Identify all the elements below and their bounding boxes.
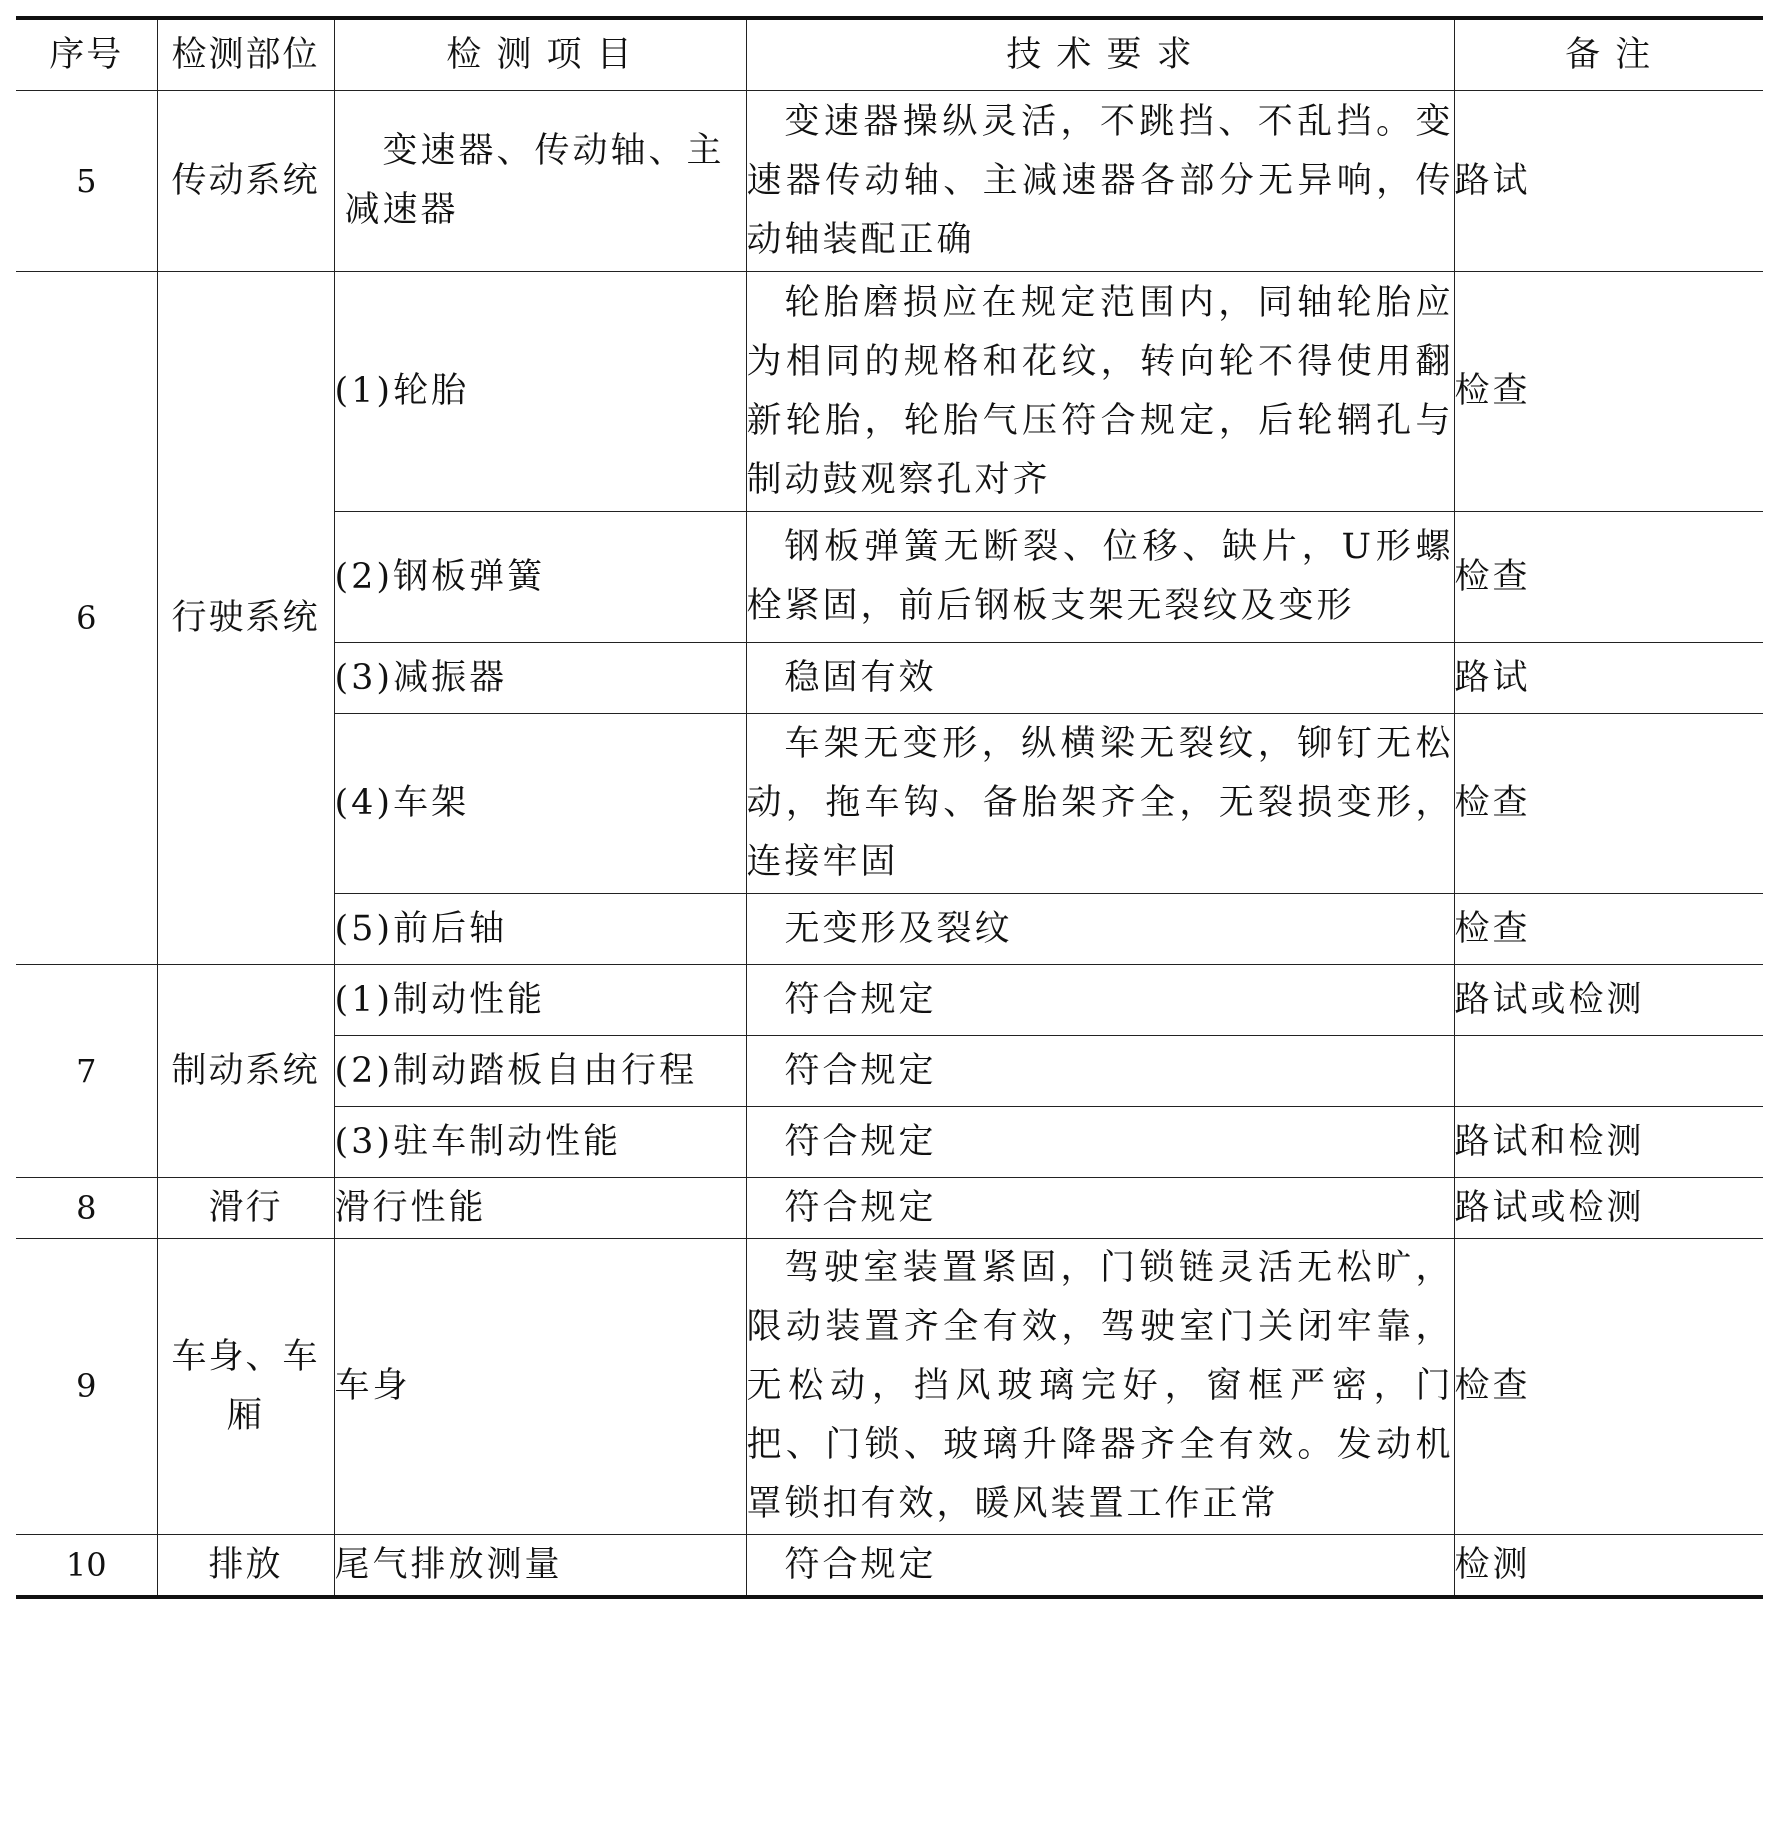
row-requirement: 轮胎磨损应在规定范围内，同轴轮胎应为相同的规格和花纹，转向轮不得使用翻新轮胎，轮胎气压符合规定，后轮辋孔与制动鼓观察孔对齐 <box>746 272 1454 512</box>
row-note: 路试 <box>1454 91 1763 272</box>
row-number: 7 <box>16 965 157 1178</box>
row-number: 8 <box>16 1178 157 1239</box>
row-requirement: 车架无变形，纵横梁无裂纹，铆钉无松动，拖车钩、备胎架齐全，无裂损变形，连接牢固 <box>746 714 1454 894</box>
row-requirement: 驾驶室装置紧固，门锁链灵活无松旷，限动装置齐全有效，驾驶室门关闭牢靠，无松动，挡风玻璃完好，窗框严密，门把、门锁、玻璃升降器齐全有效。发动机罩锁扣有效，暖风装置工作正常 <box>746 1239 1454 1535</box>
row-note: 路试或检测 <box>1454 965 1763 1036</box>
row-item: 尾气排放测量 <box>334 1535 746 1598</box>
header-part: 检测部位 <box>157 18 334 91</box>
row-note: 路试 <box>1454 643 1763 714</box>
row-requirement: 无变形及裂纹 <box>746 894 1454 965</box>
row-note: 路试或检测 <box>1454 1178 1763 1239</box>
row-item: (3)驻车制动性能 <box>334 1107 746 1178</box>
table-row <box>16 965 1763 1036</box>
row-item: 变速器、传动轴、主减速器 <box>334 91 746 272</box>
header-number: 序号 <box>16 18 157 91</box>
table-row <box>16 91 1763 272</box>
row-number: 6 <box>16 272 157 965</box>
row-part: 制动系统 <box>157 965 334 1178</box>
row-requirement: 稳固有效 <box>746 643 1454 714</box>
row-requirement: 符合规定 <box>746 1036 1454 1107</box>
header-requirement: 技 术 要 求 <box>746 18 1454 91</box>
row-note: 检查 <box>1454 1239 1763 1535</box>
row-part: 传动系统 <box>157 91 334 272</box>
row-requirement: 变速器操纵灵活，不跳挡、不乱挡。变速器传动轴、主减速器各部分无异响，传动轴装配正确 <box>746 91 1454 272</box>
table-header-row <box>16 18 1763 91</box>
table-row <box>16 1239 1763 1535</box>
header-note: 备 注 <box>1454 18 1763 91</box>
row-note: 检查 <box>1454 512 1763 643</box>
row-item: 滑行性能 <box>334 1178 746 1239</box>
row-note: 检查 <box>1454 714 1763 894</box>
row-item: (2)钢板弹簧 <box>334 512 746 643</box>
row-part: 排放 <box>157 1535 334 1598</box>
row-part: 车身、车厢 <box>157 1239 334 1535</box>
row-item: (4)车架 <box>334 714 746 894</box>
row-item: (3)减振器 <box>334 643 746 714</box>
table-row <box>16 1178 1763 1239</box>
row-number: 10 <box>16 1535 157 1598</box>
row-item: 车身 <box>334 1239 746 1535</box>
row-item: (2)制动踏板自由行程 <box>334 1036 746 1107</box>
inspection-table <box>16 16 1763 1599</box>
row-requirement: 钢板弹簧无断裂、位移、缺片，U形螺栓紧固，前后钢板支架无裂纹及变形 <box>746 512 1454 643</box>
header-item: 检 测 项 目 <box>334 18 746 91</box>
row-requirement: 符合规定 <box>746 1535 1454 1598</box>
row-item: (5)前后轴 <box>334 894 746 965</box>
table-row <box>16 272 1763 512</box>
row-part: 行驶系统 <box>157 272 334 965</box>
row-requirement: 符合规定 <box>746 965 1454 1036</box>
row-item: (1)制动性能 <box>334 965 746 1036</box>
row-part: 滑行 <box>157 1178 334 1239</box>
row-note: 检查 <box>1454 272 1763 512</box>
row-note: 检测 <box>1454 1535 1763 1598</box>
row-requirement: 符合规定 <box>746 1107 1454 1178</box>
row-note: 路试和检测 <box>1454 1107 1763 1178</box>
row-number: 5 <box>16 91 157 272</box>
row-note <box>1454 1036 1763 1107</box>
row-note: 检查 <box>1454 894 1763 965</box>
row-requirement: 符合规定 <box>746 1178 1454 1239</box>
row-number: 9 <box>16 1239 157 1535</box>
row-item: (1)轮胎 <box>334 272 746 512</box>
table-row <box>16 1535 1763 1598</box>
